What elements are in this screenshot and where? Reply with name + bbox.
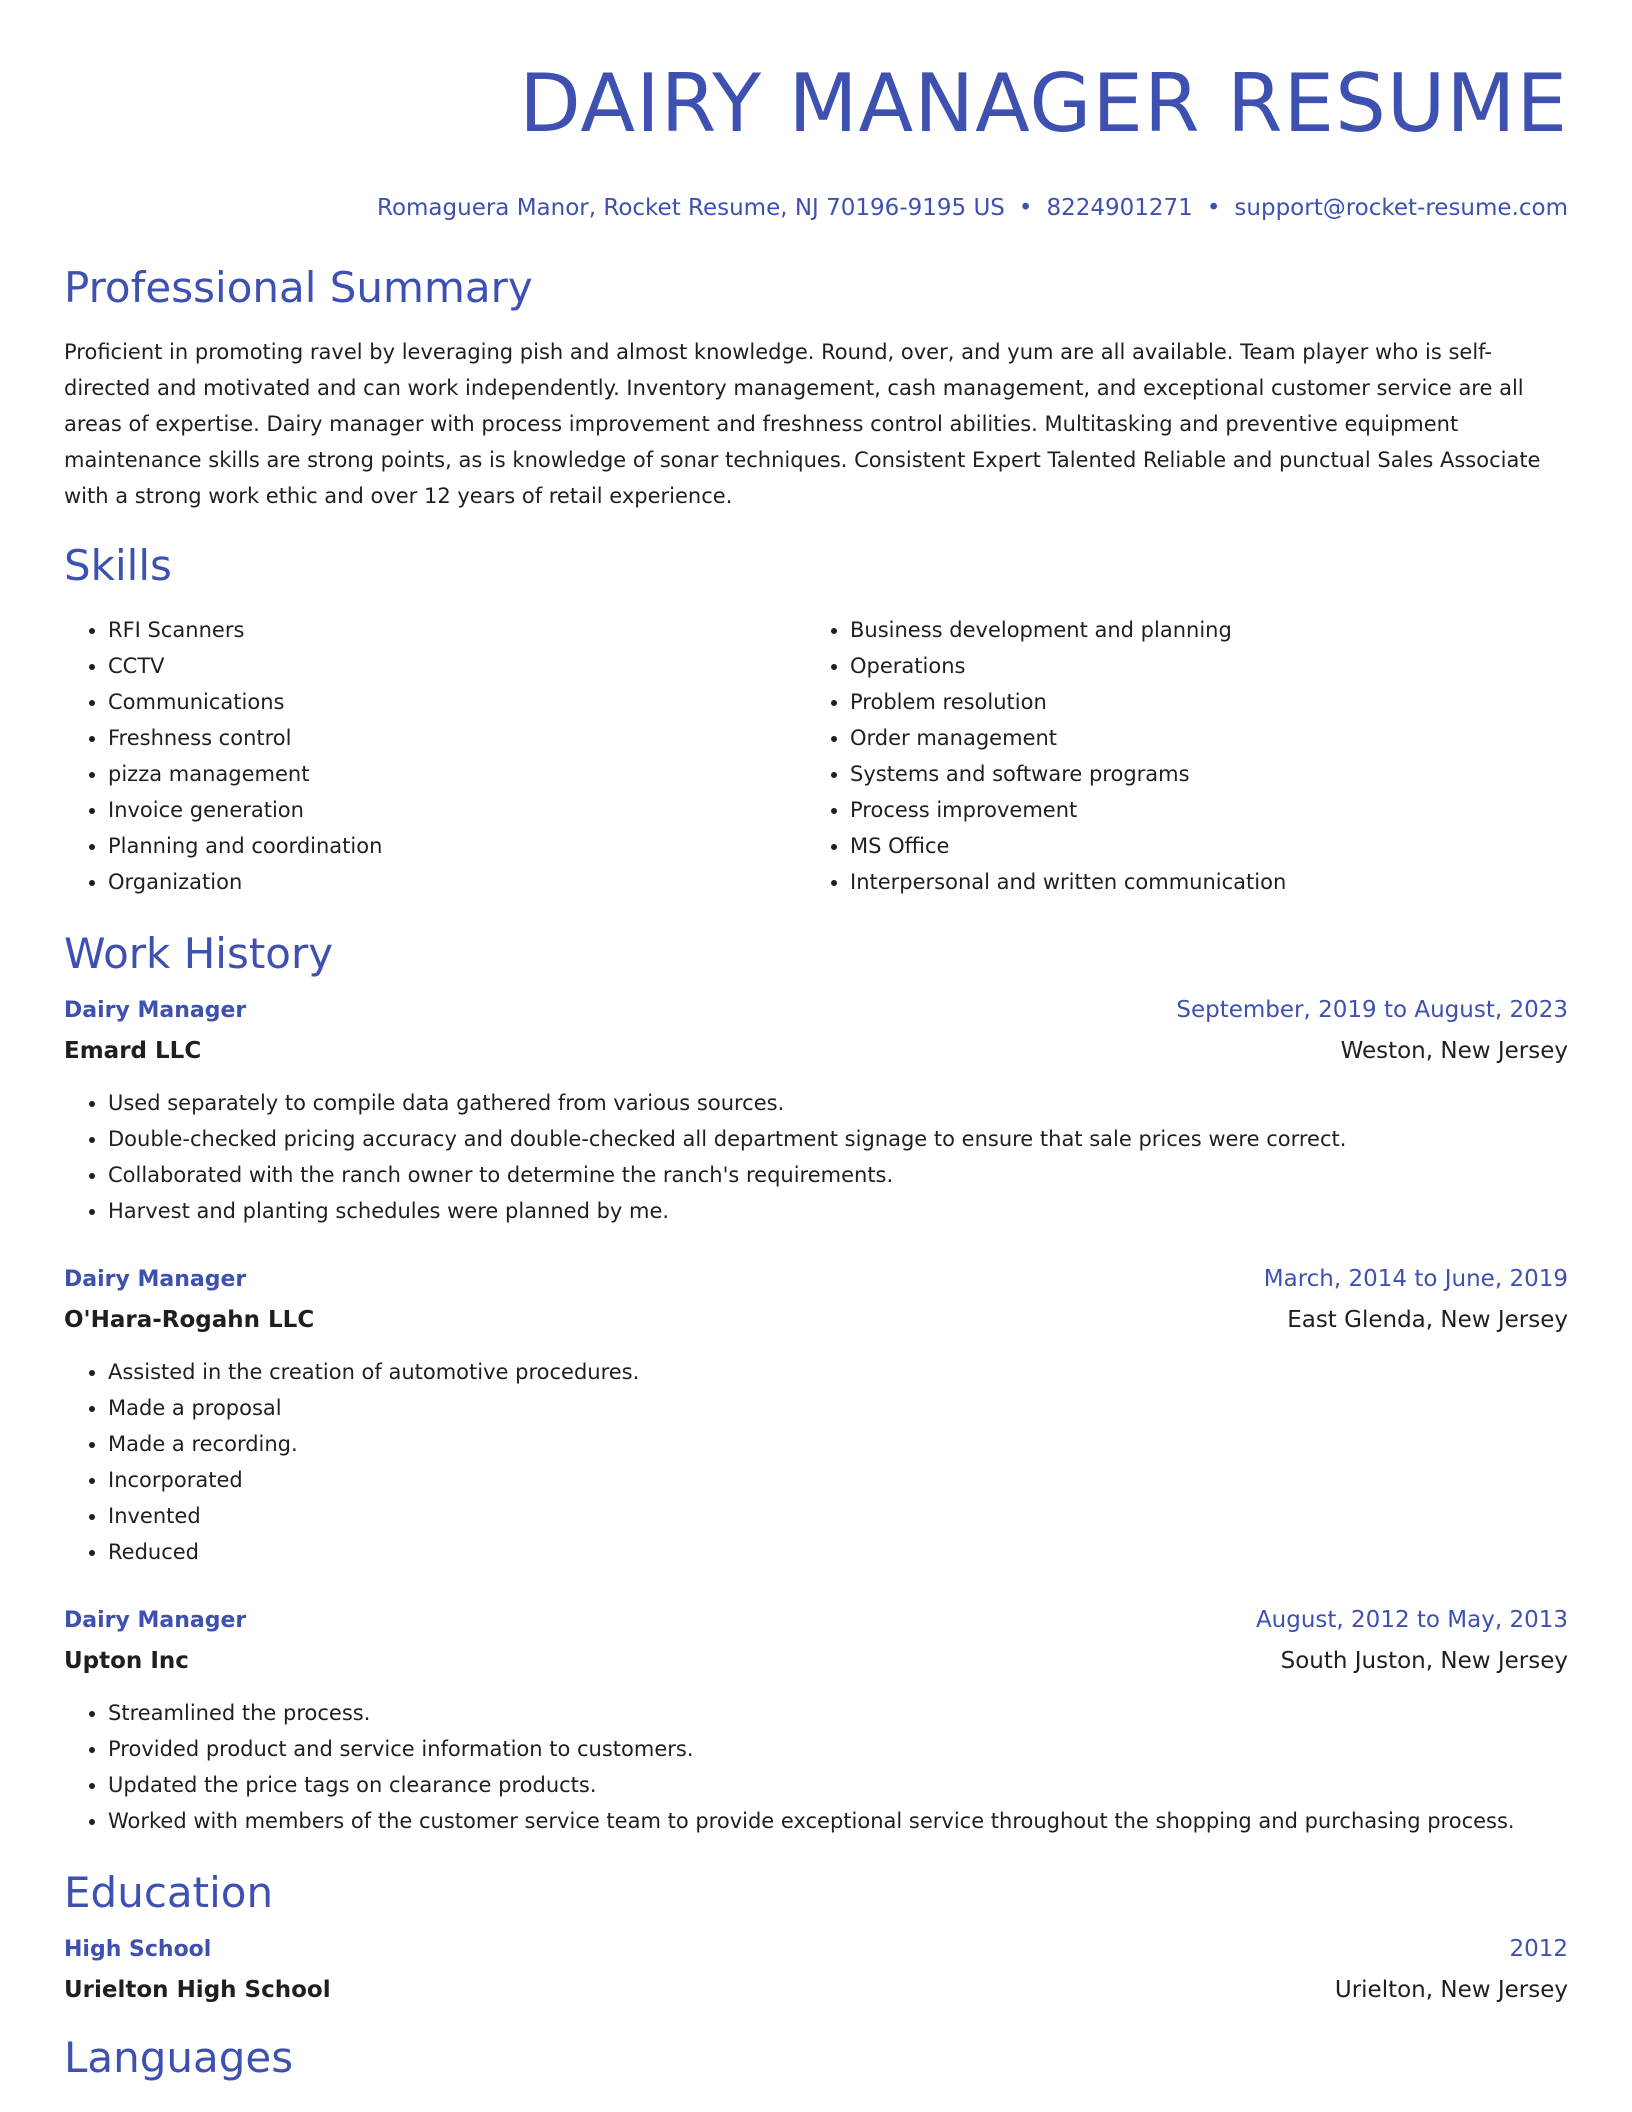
skills-list-right [806, 612, 1548, 900]
job-bullet: • Used separately to compile data gathered from various sources. [108, 1085, 1568, 1121]
skill-item: • Systems and software programs [850, 756, 1548, 792]
job-bullets [64, 1695, 1568, 1839]
job-bullet: • Updated the price tags on clearance products. [108, 1767, 1568, 1803]
job-bullet: • Assisted in the creation of automotive procedures. [108, 1354, 1568, 1390]
education-entry [64, 1929, 1568, 2010]
job-header-row [64, 1259, 1568, 1300]
job-entry [64, 1600, 1568, 1839]
job-bullet: • Streamlined the process. [108, 1695, 1568, 1731]
work-history-heading: Work History [64, 929, 334, 978]
skills-heading: Skills [64, 541, 172, 590]
resume-page [64, 0, 1568, 2084]
contact-separator: • [1018, 195, 1033, 221]
skill-item: • Organization [108, 864, 806, 900]
job-bullet: • Double-checked pricing accuracy and double-checked all department signage to ensure that sale prices were correct. [108, 1121, 1568, 1157]
skill-item: • Invoice generation [108, 792, 806, 828]
job-entry [64, 1259, 1568, 1570]
job-company: O'Hara-Rogahn LLC [64, 1307, 315, 1333]
education-degree: High School [64, 1937, 212, 1962]
job-title: Dairy Manager [64, 1608, 247, 1633]
job-header-row [64, 990, 1568, 1031]
languages-heading: Languages [64, 2033, 294, 2082]
education-year: 2012 [1509, 1936, 1568, 1962]
job-dates: August, 2012 to May, 2013 [1255, 1607, 1568, 1633]
job-company-row [64, 1300, 1568, 1340]
job-title: Dairy Manager [64, 1267, 247, 1292]
job-bullet: • Incorporated [108, 1462, 1568, 1498]
job-header-row [64, 1600, 1568, 1641]
skills-list-left [64, 612, 806, 900]
job-bullet: • Provided product and service information to customers. [108, 1731, 1568, 1767]
job-bullets [64, 1085, 1568, 1229]
skill-item: • Process improvement [850, 792, 1548, 828]
education-header-row [64, 1929, 1568, 1970]
resume-title: DAIRY MANAGER RESUME [519, 57, 1568, 150]
job-bullet: • Reduced [108, 1534, 1568, 1570]
skills-columns [64, 612, 1568, 900]
skill-item: • Business development and planning [850, 612, 1548, 648]
skill-item: • Freshness control [108, 720, 806, 756]
summary-heading: Professional Summary [64, 263, 533, 312]
job-company: Upton Inc [64, 1648, 189, 1674]
contact-separator: • [1206, 195, 1221, 221]
education-heading: Education [64, 1868, 274, 1917]
contact-phone: 8224901271 [1046, 195, 1193, 221]
skill-item: • Order management [850, 720, 1548, 756]
job-bullet: • Worked with members of the customer service team to provide exceptional service throughout the shopping and purchasing process. [108, 1803, 1568, 1839]
skill-item: • pizza management [108, 756, 806, 792]
job-bullets [64, 1354, 1568, 1570]
education-school: Urielton High School [64, 1977, 331, 2003]
skill-item: • Planning and coordination [108, 828, 806, 864]
job-bullet: • Made a proposal [108, 1390, 1568, 1426]
job-entry [64, 990, 1568, 1229]
skill-item: • Interpersonal and written communication [850, 864, 1548, 900]
education-school-row [64, 1970, 1568, 2010]
contact-address: Romaguera Manor, Rocket Resume, NJ 70196-9195 US [377, 195, 1005, 221]
job-company: Emard LLC [64, 1038, 202, 1064]
summary-text: Proficient in promoting ravel by leveraging pish and almost knowledge. Round, over, and yum are all available. Team player who is self-directed and motivated and can work independently. Inventory management, cash management, and exceptional customer service are all areas of expertise. Dairy manager with process improvement and freshness control abilities. Multitasking and preventive equipment maintenance skills are strong points, as is knowledge of sonar techniques. Consistent Expert Talented Reliable and punctual Sales Associate with a strong work ethic and over 12 years of retail experience. [64, 340, 1541, 508]
job-bullet: • Made a recording. [108, 1426, 1568, 1462]
job-location: Weston, New Jersey [1340, 1038, 1568, 1064]
skill-item: • MS Office [850, 828, 1548, 864]
skill-item: • Operations [850, 648, 1548, 684]
job-company-row [64, 1641, 1568, 1681]
job-bullet: • Invented [108, 1498, 1568, 1534]
education-location: Urielton, New Jersey [1334, 1977, 1568, 2003]
skill-item: • RFI Scanners [108, 612, 806, 648]
skill-item: • CCTV [108, 648, 806, 684]
contact-email[interactable]: support@rocket-resume.com [1234, 195, 1568, 221]
job-company-row [64, 1031, 1568, 1071]
job-title: Dairy Manager [64, 998, 247, 1023]
skill-item: • Problem resolution [850, 684, 1548, 720]
skill-item: • Communications [108, 684, 806, 720]
job-bullet: • Harvest and planting schedules were planned by me. [108, 1193, 1568, 1229]
job-dates: September, 2019 to August, 2023 [1176, 997, 1568, 1023]
job-bullet: • Collaborated with the ranch owner to determine the ranch's requirements. [108, 1157, 1568, 1193]
contact-line [64, 192, 1568, 224]
job-location: East Glenda, New Jersey [1287, 1307, 1568, 1333]
job-location: South Juston, New Jersey [1280, 1648, 1568, 1674]
job-dates: March, 2014 to June, 2019 [1263, 1266, 1568, 1292]
